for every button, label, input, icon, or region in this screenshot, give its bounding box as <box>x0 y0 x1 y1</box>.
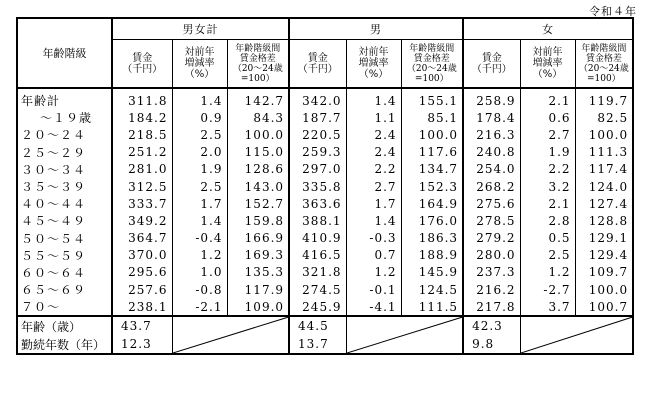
wage-cell-female: 254.0 <box>463 161 520 178</box>
gap-cell-female: 100.7 <box>575 298 633 316</box>
gap-cell-total: 115.0 <box>227 144 289 161</box>
sub-header-line: 増減率 <box>532 58 563 69</box>
change-cell-male: 0.7 <box>346 247 401 264</box>
table-row <box>17 109 633 126</box>
gap-cell-total: 143.0 <box>227 178 289 195</box>
wage-cell-total: 370.0 <box>112 247 172 264</box>
change-cell-total: 1.4 <box>172 212 227 229</box>
wage-cell-female: 280.0 <box>463 247 520 264</box>
wage-table <box>16 17 634 355</box>
gap-cell-total: 169.3 <box>227 247 289 264</box>
wage-cell-male: 245.9 <box>289 298 346 316</box>
sub-header-line: （千円） <box>297 63 338 75</box>
gap-cell-female: 119.7 <box>575 88 633 109</box>
sub-header-gap-male <box>401 40 463 89</box>
empty-slashed-cell <box>346 316 463 354</box>
change-cell-male: 1.2 <box>346 264 401 281</box>
table-row <box>17 298 633 316</box>
gap-cell-total: 135.3 <box>227 264 289 281</box>
wage-cell-male: 220.5 <box>289 126 346 143</box>
row-label: ～１９歳 <box>17 109 112 126</box>
header-group-row <box>17 18 633 40</box>
sub-header-gap-total <box>227 40 289 89</box>
sub-header-line: 賃金格差 <box>239 53 276 64</box>
gap-cell-total: 142.7 <box>227 88 289 109</box>
row-label: 年齢計 <box>17 88 112 109</box>
change-cell-female: 2.1 <box>520 195 575 212</box>
wage-cell-female: 279.2 <box>463 230 520 247</box>
sub-header-line: （%） <box>358 69 389 80</box>
change-cell-total: 1.2 <box>172 247 227 264</box>
change-cell-female: 2.8 <box>520 212 575 229</box>
change-cell-total: -0.8 <box>172 281 227 298</box>
gap-cell-female: 129.1 <box>575 230 633 247</box>
change-cell-female: 2.2 <box>520 161 575 178</box>
table-row <box>17 247 633 264</box>
row-label: ６５～６９ <box>17 281 112 298</box>
sub-header-line: （20～24歳 <box>406 63 457 74</box>
row-label: ３０～３４ <box>17 161 112 178</box>
wage-cell-total: 184.2 <box>112 109 172 126</box>
wage-cell-female: 258.9 <box>463 88 520 109</box>
wage-cell-male: 363.6 <box>289 195 346 212</box>
footer-value-total: 12.3 <box>112 335 172 354</box>
table-row <box>17 126 633 143</box>
change-cell-male: -0.1 <box>346 281 401 298</box>
change-cell-total: 2.0 <box>172 144 227 161</box>
sub-header-change-total <box>172 40 227 89</box>
sub-header-line: （20～24歳 <box>232 63 283 74</box>
gap-cell-male: 164.9 <box>401 195 463 212</box>
group-header-male: 男 <box>289 18 463 40</box>
wage-cell-female: 275.6 <box>463 195 520 212</box>
wage-cell-female: 278.5 <box>463 212 520 229</box>
footer-value-total: 43.7 <box>112 316 172 335</box>
sub-header-line: 年齢階級間 <box>409 43 455 54</box>
row-label: ５５～５９ <box>17 247 112 264</box>
wage-cell-total: 333.7 <box>112 195 172 212</box>
table-row <box>17 161 633 178</box>
change-cell-female: 3.2 <box>520 178 575 195</box>
age-group-header: 年齢階級 <box>17 18 112 88</box>
footer-label: 年齢（歳） <box>17 316 112 335</box>
change-cell-female: 0.6 <box>520 109 575 126</box>
change-cell-total: 1.4 <box>172 88 227 109</box>
change-cell-total: -2.1 <box>172 298 227 316</box>
wage-cell-male: 297.0 <box>289 161 346 178</box>
empty-slashed-cell <box>172 316 289 354</box>
gap-cell-total: 84.3 <box>227 109 289 126</box>
sub-header-line: （千円） <box>471 63 512 75</box>
gap-cell-male: 152.3 <box>401 178 463 195</box>
sub-header-line: 賃金 <box>307 52 328 64</box>
wage-cell-female: 178.4 <box>463 109 520 126</box>
wage-cell-total: 281.0 <box>112 161 172 178</box>
row-label: ５０～５４ <box>17 230 112 247</box>
empty-slashed-cell <box>520 316 633 354</box>
change-cell-female: 2.5 <box>520 247 575 264</box>
wage-cell-male: 342.0 <box>289 88 346 109</box>
row-label: ３５～３９ <box>17 178 112 195</box>
gap-cell-male: 100.0 <box>401 126 463 143</box>
wage-cell-total: 349.2 <box>112 212 172 229</box>
change-cell-male: 1.1 <box>346 109 401 126</box>
sub-header-line: （%） <box>532 69 563 80</box>
footer-value-female: 42.3 <box>463 316 520 335</box>
change-cell-total: -0.4 <box>172 230 227 247</box>
wage-cell-total: 311.8 <box>112 88 172 109</box>
row-label: ２５～２９ <box>17 144 112 161</box>
change-cell-male: 1.4 <box>346 212 401 229</box>
gap-cell-female: 127.4 <box>575 195 633 212</box>
wage-cell-female: 240.8 <box>463 144 520 161</box>
wage-cell-male: 187.7 <box>289 109 346 126</box>
gap-cell-female: 100.0 <box>575 281 633 298</box>
gap-cell-female: 129.4 <box>575 247 633 264</box>
sub-header-line: （%） <box>184 69 215 80</box>
change-cell-total: 1.0 <box>172 264 227 281</box>
wage-cell-total: 218.5 <box>112 126 172 143</box>
change-cell-female: 2.7 <box>520 126 575 143</box>
change-cell-female: 1.2 <box>520 264 575 281</box>
footer-row <box>17 316 633 335</box>
sub-header-line: 増減率 <box>184 58 215 69</box>
gap-cell-total: 159.8 <box>227 212 289 229</box>
gap-cell-male: 186.3 <box>401 230 463 247</box>
wage-cell-male: 416.5 <box>289 247 346 264</box>
wage-cell-male: 410.9 <box>289 230 346 247</box>
change-cell-male: 1.4 <box>346 88 401 109</box>
sub-header-wage-total <box>112 40 172 89</box>
sub-header-gap-female <box>575 40 633 89</box>
wage-cell-female: 268.2 <box>463 178 520 195</box>
gap-cell-male: 188.9 <box>401 247 463 264</box>
sub-header-line: （20～24歳 <box>578 63 629 74</box>
wage-cell-male: 321.8 <box>289 264 346 281</box>
gap-cell-total: 109.0 <box>227 298 289 316</box>
wage-cell-total: 251.2 <box>112 144 172 161</box>
table-row <box>17 281 633 298</box>
gap-cell-total: 166.9 <box>227 230 289 247</box>
footer-value-male: 13.7 <box>289 335 346 354</box>
wage-cell-total: 364.7 <box>112 230 172 247</box>
gap-cell-male: 155.1 <box>401 88 463 109</box>
wage-cell-female: 216.3 <box>463 126 520 143</box>
change-cell-female: -2.7 <box>520 281 575 298</box>
sub-header-line: 賃金格差 <box>585 53 622 64</box>
gap-cell-female: 82.5 <box>575 109 633 126</box>
wage-cell-total: 295.6 <box>112 264 172 281</box>
change-cell-male: -0.3 <box>346 230 401 247</box>
sub-header-line: 賃金 <box>481 52 502 64</box>
change-cell-male: 2.4 <box>346 144 401 161</box>
table-row <box>17 88 633 109</box>
wage-cell-total: 257.6 <box>112 281 172 298</box>
sub-header-line: （千円） <box>122 63 163 75</box>
change-cell-male: 2.4 <box>346 126 401 143</box>
gap-cell-male: 117.6 <box>401 144 463 161</box>
gap-cell-male: 124.5 <box>401 281 463 298</box>
wage-cell-total: 238.1 <box>112 298 172 316</box>
footer-value-female: 9.8 <box>463 335 520 354</box>
gap-cell-male: 145.9 <box>401 264 463 281</box>
sub-header-change-male <box>346 40 401 89</box>
change-cell-total: 2.5 <box>172 126 227 143</box>
sub-header-wage-female <box>463 40 520 89</box>
sub-header-wage-male <box>289 40 346 89</box>
era-label: 令和４年 <box>589 5 637 18</box>
change-cell-total: 0.9 <box>172 109 227 126</box>
gap-cell-male: 85.1 <box>401 109 463 126</box>
gap-cell-total: 117.9 <box>227 281 289 298</box>
sub-header-line: 増減率 <box>358 58 389 69</box>
wage-cell-female: 237.3 <box>463 264 520 281</box>
table-row <box>17 195 633 212</box>
wage-cell-male: 259.3 <box>289 144 346 161</box>
gap-cell-female: 128.8 <box>575 212 633 229</box>
gap-cell-male: 134.7 <box>401 161 463 178</box>
change-cell-female: 2.1 <box>520 88 575 109</box>
wage-cell-male: 335.8 <box>289 178 346 195</box>
sub-header-line: 対前年 <box>358 47 389 58</box>
gap-cell-female: 100.0 <box>575 126 633 143</box>
change-cell-male: -4.1 <box>346 298 401 316</box>
change-cell-male: 2.7 <box>346 178 401 195</box>
row-label: ４５～４９ <box>17 212 112 229</box>
change-cell-male: 1.7 <box>346 195 401 212</box>
table-row <box>17 212 633 229</box>
gap-cell-total: 152.7 <box>227 195 289 212</box>
wage-cell-male: 274.5 <box>289 281 346 298</box>
sub-header-line: 年齢階級間 <box>235 43 281 54</box>
group-header-female: 女 <box>463 18 633 40</box>
row-label: ６０～６４ <box>17 264 112 281</box>
sub-header-line: =100） <box>586 73 621 84</box>
gap-cell-female: 117.4 <box>575 161 633 178</box>
table-row <box>17 230 633 247</box>
change-cell-total: 2.5 <box>172 178 227 195</box>
wage-cell-female: 217.8 <box>463 298 520 316</box>
change-cell-female: 1.9 <box>520 144 575 161</box>
sub-header-change-female <box>520 40 575 89</box>
wage-cell-male: 388.1 <box>289 212 346 229</box>
footer-value-male: 44.5 <box>289 316 346 335</box>
wage-cell-female: 216.2 <box>463 281 520 298</box>
change-cell-male: 2.2 <box>346 161 401 178</box>
gap-cell-male: 176.0 <box>401 212 463 229</box>
gap-cell-male: 111.5 <box>401 298 463 316</box>
sub-header-line: 賃金格差 <box>413 53 450 64</box>
gap-cell-total: 100.0 <box>227 126 289 143</box>
gap-cell-female: 124.0 <box>575 178 633 195</box>
sub-header-line: =100） <box>240 73 275 84</box>
sub-header-line: 対前年 <box>532 47 563 58</box>
change-cell-total: 1.9 <box>172 161 227 178</box>
table-row <box>17 264 633 281</box>
sub-header-line: 年齢階級間 <box>581 43 627 54</box>
sub-header-line: =100） <box>414 73 449 84</box>
table-row <box>17 178 633 195</box>
gap-cell-female: 109.7 <box>575 264 633 281</box>
sub-header-line: 賃金 <box>132 52 153 64</box>
table-row <box>17 144 633 161</box>
footer-label: 勤続年数（年） <box>17 335 112 354</box>
change-cell-total: 1.7 <box>172 195 227 212</box>
sub-header-line: 対前年 <box>184 47 215 58</box>
change-cell-female: 0.5 <box>520 230 575 247</box>
row-label: ２０～２４ <box>17 126 112 143</box>
gap-cell-total: 128.6 <box>227 161 289 178</box>
group-header-total: 男女計 <box>112 18 289 40</box>
change-cell-female: 3.7 <box>520 298 575 316</box>
gap-cell-female: 111.3 <box>575 144 633 161</box>
wage-cell-total: 312.5 <box>112 178 172 195</box>
row-label: ４０～４４ <box>17 195 112 212</box>
row-label: ７０～ <box>17 298 112 316</box>
